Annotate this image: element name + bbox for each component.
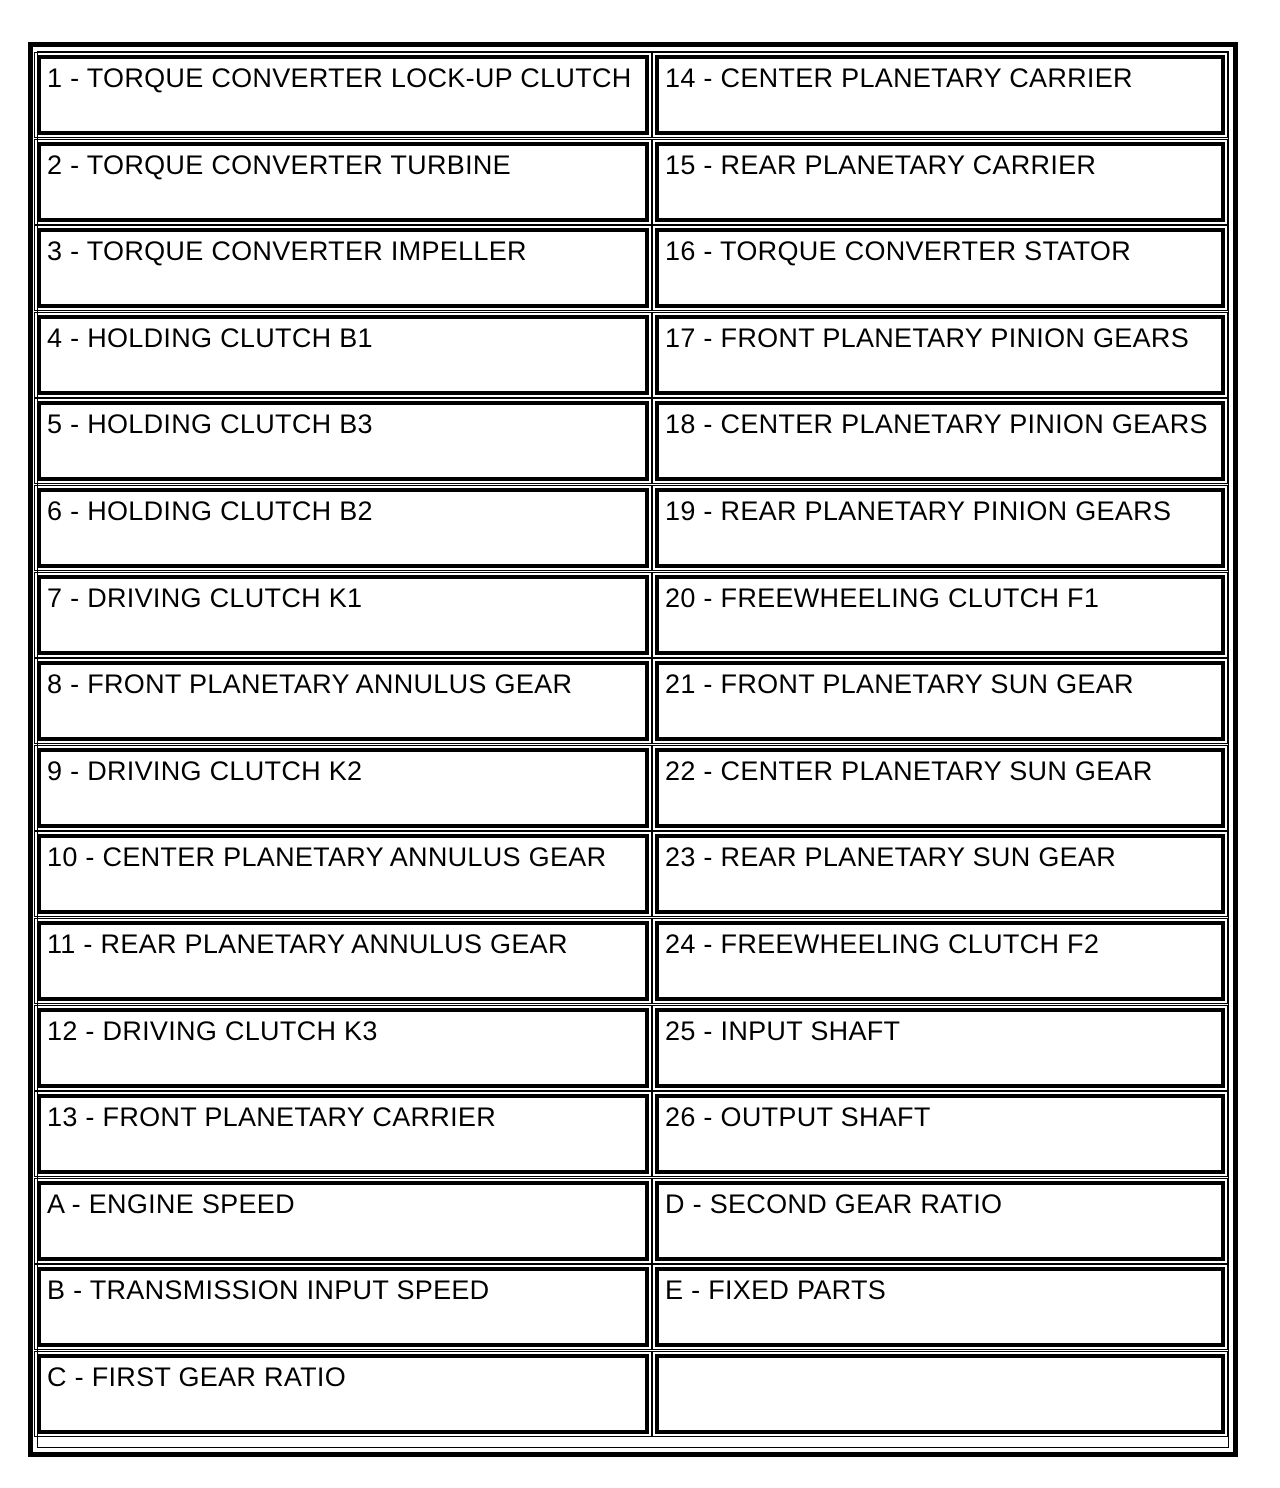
legend-grid (37, 55, 1229, 1444)
legend-label: 20 - FREEWHEELING CLUTCH F1 (665, 582, 1100, 613)
legend-label: 11 - REAR PLANETARY ANNULUS GEAR (47, 928, 568, 959)
legend-cell-20 (655, 575, 1225, 655)
legend-cell-10 (37, 834, 649, 914)
legend-label: 1 - TORQUE CONVERTER LOCK-UP CLUTCH (47, 63, 632, 93)
legend-label: 7 - DRIVING CLUTCH K1 (47, 582, 363, 613)
legend-cell-18 (655, 401, 1225, 481)
legend-label: 18 - CENTER PLANETARY PINION GEARS (665, 409, 1208, 440)
legend-label: 25 - INPUT SHAFT (665, 1015, 901, 1046)
legend-cell-b (37, 1267, 649, 1347)
legend-label: 14 - CENTER PLANETARY CARRIER (665, 63, 1133, 93)
legend-cell-23 (655, 834, 1225, 914)
legend-label: 6 - HOLDING CLUTCH B2 (47, 495, 373, 526)
legend-cell-3 (37, 228, 649, 308)
legend-label: 22 - CENTER PLANETARY SUN GEAR (665, 755, 1153, 786)
legend-cell-24 (655, 921, 1225, 1001)
legend-cell-empty (655, 1354, 1225, 1434)
legend-cell-16 (655, 228, 1225, 308)
legend-cell-2 (37, 142, 649, 222)
legend-cell-e (655, 1267, 1225, 1347)
legend-cell-17 (655, 315, 1225, 395)
legend-label: 15 - REAR PLANETARY CARRIER (665, 149, 1097, 180)
legend-label: A - ENGINE SPEED (47, 1188, 295, 1219)
legend-label: 2 - TORQUE CONVERTER TURBINE (47, 149, 511, 180)
legend-cell-21 (655, 661, 1225, 741)
legend-cell-c (37, 1354, 649, 1434)
legend-cell-8 (37, 661, 649, 741)
legend-label: 3 - TORQUE CONVERTER IMPELLER (47, 236, 527, 267)
legend-label: E - FIXED PARTS (665, 1275, 887, 1306)
legend-cell-d (655, 1181, 1225, 1261)
legend-label: 19 - REAR PLANETARY PINION GEARS (665, 495, 1172, 526)
legend-cell-13 (37, 1094, 649, 1174)
legend-cell-12 (37, 1008, 649, 1088)
legend-label: D - SECOND GEAR RATIO (665, 1188, 1003, 1219)
legend-label: 23 - REAR PLANETARY SUN GEAR (665, 842, 1117, 873)
legend-label: C - FIRST GEAR RATIO (47, 1361, 347, 1392)
legend-label: 13 - FRONT PLANETARY CARRIER (47, 1102, 497, 1133)
legend-cell-9 (37, 748, 649, 828)
legend-label: 24 - FREEWHEELING CLUTCH F2 (665, 928, 1100, 959)
legend-cell-19 (655, 488, 1225, 568)
legend-cell-11 (37, 921, 649, 1001)
legend-cell-15 (655, 142, 1225, 222)
legend-label: 9 - DRIVING CLUTCH K2 (47, 755, 363, 786)
legend-cell-14 (655, 55, 1225, 135)
legend-label: 8 - FRONT PLANETARY ANNULUS GEAR (47, 669, 573, 700)
legend-cell-26 (655, 1094, 1225, 1174)
legend-label: 5 - HOLDING CLUTCH B3 (47, 409, 373, 440)
legend-cell-25 (655, 1008, 1225, 1088)
legend-cell-1 (37, 55, 649, 135)
legend-label: 12 - DRIVING CLUTCH K3 (47, 1015, 378, 1046)
legend-cell-4 (37, 315, 649, 395)
legend-table (28, 42, 1238, 1457)
legend-cell-6 (37, 488, 649, 568)
legend-label: B - TRANSMISSION INPUT SPEED (47, 1275, 490, 1306)
legend-label: 10 - CENTER PLANETARY ANNULUS GEAR (47, 842, 607, 873)
legend-cell-a (37, 1181, 649, 1261)
legend-cell-22 (655, 748, 1225, 828)
legend-label: 4 - HOLDING CLUTCH B1 (47, 322, 373, 353)
legend-cell-7 (37, 575, 649, 655)
legend-label: 26 - OUTPUT SHAFT (665, 1102, 931, 1133)
legend-cell-5 (37, 401, 649, 481)
legend-label: 16 - TORQUE CONVERTER STATOR (665, 236, 1131, 267)
legend-label: 21 - FRONT PLANETARY SUN GEAR (665, 669, 1134, 700)
legend-label: 17 - FRONT PLANETARY PINION GEARS (665, 322, 1190, 353)
